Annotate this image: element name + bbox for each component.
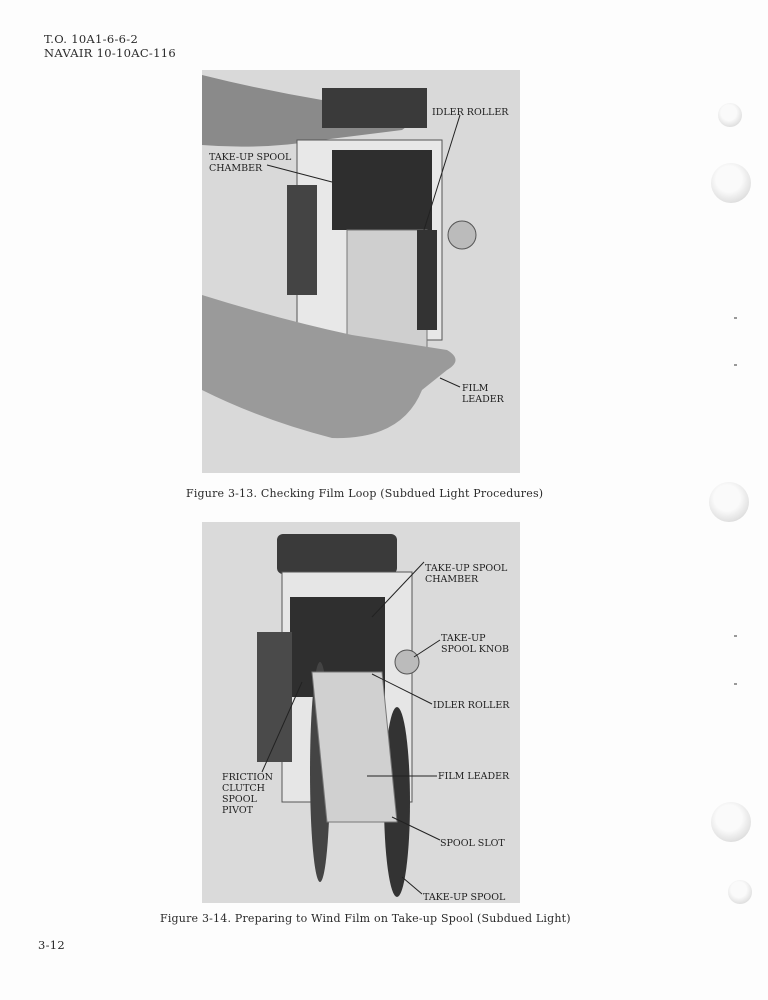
- label-takeup-spool-knob: TAKE-UP SPOOL KNOB: [441, 633, 509, 655]
- punch-hole: [711, 802, 751, 842]
- film-loop-photo-illustration: [202, 70, 520, 473]
- label-film-leader: FILM LEADER: [462, 383, 504, 405]
- label-takeup-spool: TAKE-UP SPOOL: [423, 892, 506, 903]
- figure-3-14-photo: [202, 522, 520, 903]
- punch-hole: [728, 880, 752, 904]
- label-takeup-spool-chamber-2: TAKE-UP SPOOL CHAMBER: [425, 563, 508, 585]
- label-takeup-spool-chamber: TAKE-UP SPOOL CHAMBER: [209, 152, 292, 174]
- navair-number: NAVAIR 10-10AC-116: [44, 46, 176, 60]
- scan-speck: [734, 364, 737, 366]
- label-idler-roller: IDLER ROLLER: [432, 107, 509, 118]
- scan-speck: [734, 683, 737, 685]
- punch-hole: [718, 103, 742, 127]
- scan-speck: [734, 317, 737, 319]
- document-number: T.O. 10A1-6-6-2: [44, 32, 139, 46]
- figure-3-13-photo: [202, 70, 520, 473]
- figure-3-14-caption: Figure 3-14. Preparing to Wind Film on Take-up Spool (Subdued Light): [160, 912, 571, 925]
- punch-hole: [709, 482, 749, 522]
- punch-hole: [711, 163, 751, 203]
- page-number: 3-12: [38, 938, 66, 952]
- label-idler-roller-2: IDLER ROLLER: [433, 700, 510, 711]
- label-spool-slot: SPOOL SLOT: [440, 838, 505, 849]
- label-film-leader-2: FILM LEADER: [438, 771, 510, 782]
- label-friction-clutch-spool-pivot: FRICTION CLUTCH SPOOL PIVOT: [222, 772, 273, 816]
- figure-3-13-caption: Figure 3-13. Checking Film Loop (Subdued Light Procedures): [186, 487, 544, 500]
- scan-speck: [734, 635, 737, 637]
